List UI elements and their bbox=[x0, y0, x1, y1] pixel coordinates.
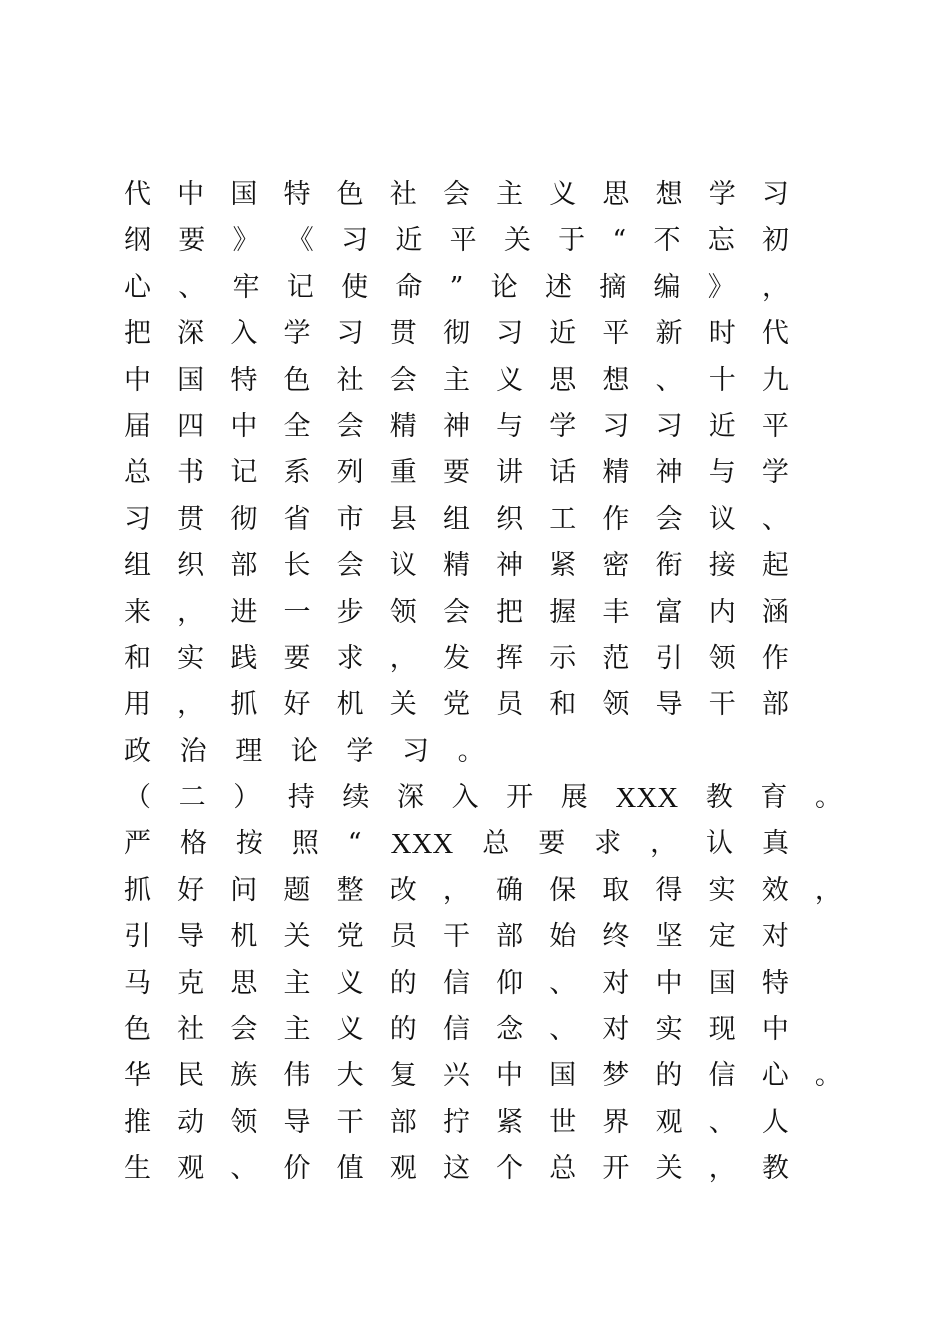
text-line: 中 国 特 色 社 会 主 义 思 想 、 十 九 bbox=[124, 364, 789, 396]
text-line: 把 深 入 学 习 贯 彻 习 近 平 新 时 代 bbox=[124, 318, 789, 350]
text-line: 用 ， 抓 好 机 关 党 员 和 领 导 干 部 bbox=[124, 689, 789, 721]
text-line: 推 动 领 导 干 部 拧 紧 世 界 观 、 人 bbox=[124, 1106, 789, 1138]
text-line: 政 治 理 论 学 习 。 bbox=[124, 735, 485, 767]
text-line: 代 中 国 特 色 社 会 主 义 思 想 学 习 bbox=[124, 179, 789, 210]
text-line: 生 观 、 价 值 观 这 个 总 开 关 ， 教 bbox=[124, 1153, 789, 1185]
text-line: 心 、 牢 记 使 命 ” 论 述 摘 编 》 ， bbox=[124, 271, 789, 303]
text-line: 组 织 部 长 会 议 精 神 紧 密 衔 接 起 bbox=[124, 550, 789, 582]
text-line: 马 克 思 主 义 的 信 仰 、 对 中 国 特 bbox=[124, 967, 789, 999]
text-line: 华 民 族 伟 大 复 兴 中 国 梦 的 信 心 。 bbox=[124, 1060, 842, 1092]
text-line: 届 四 中 全 会 精 神 与 学 习 习 近 平 bbox=[124, 410, 789, 442]
text-line: 引 导 机 关 党 员 干 部 始 终 坚 定 对 bbox=[124, 921, 789, 953]
text-line: （ 二 ） 持 续 深 入 开 展 XXX 教 育 。 bbox=[124, 782, 842, 815]
text-line: 纲 要 》 《 习 近 平 关 于 “ 不 忘 初 bbox=[124, 225, 789, 257]
text-line: 习 贯 彻 省 市 县 组 织 工 作 会 议 、 bbox=[124, 503, 789, 535]
text-line: 色 社 会 主 义 的 信 念 、 对 实 现 中 bbox=[124, 1014, 789, 1046]
text-line: 严 格 按 照 “ XXX 总 要 求 ， 认 真 bbox=[124, 828, 789, 861]
text-line: 抓 好 问 题 整 改 ， 确 保 取 得 实 效 ， bbox=[124, 874, 842, 906]
text-line: 总 书 记 系 列 重 要 讲 话 精 神 与 学 bbox=[124, 457, 789, 489]
text-line: 和 实 践 要 求 ， 发 挥 示 范 引 领 作 bbox=[124, 642, 789, 674]
body-text bbox=[124, 172, 844, 1193]
text-line: 来 ， 进 一 步 领 会 把 握 丰 富 内 涵 bbox=[124, 596, 789, 628]
